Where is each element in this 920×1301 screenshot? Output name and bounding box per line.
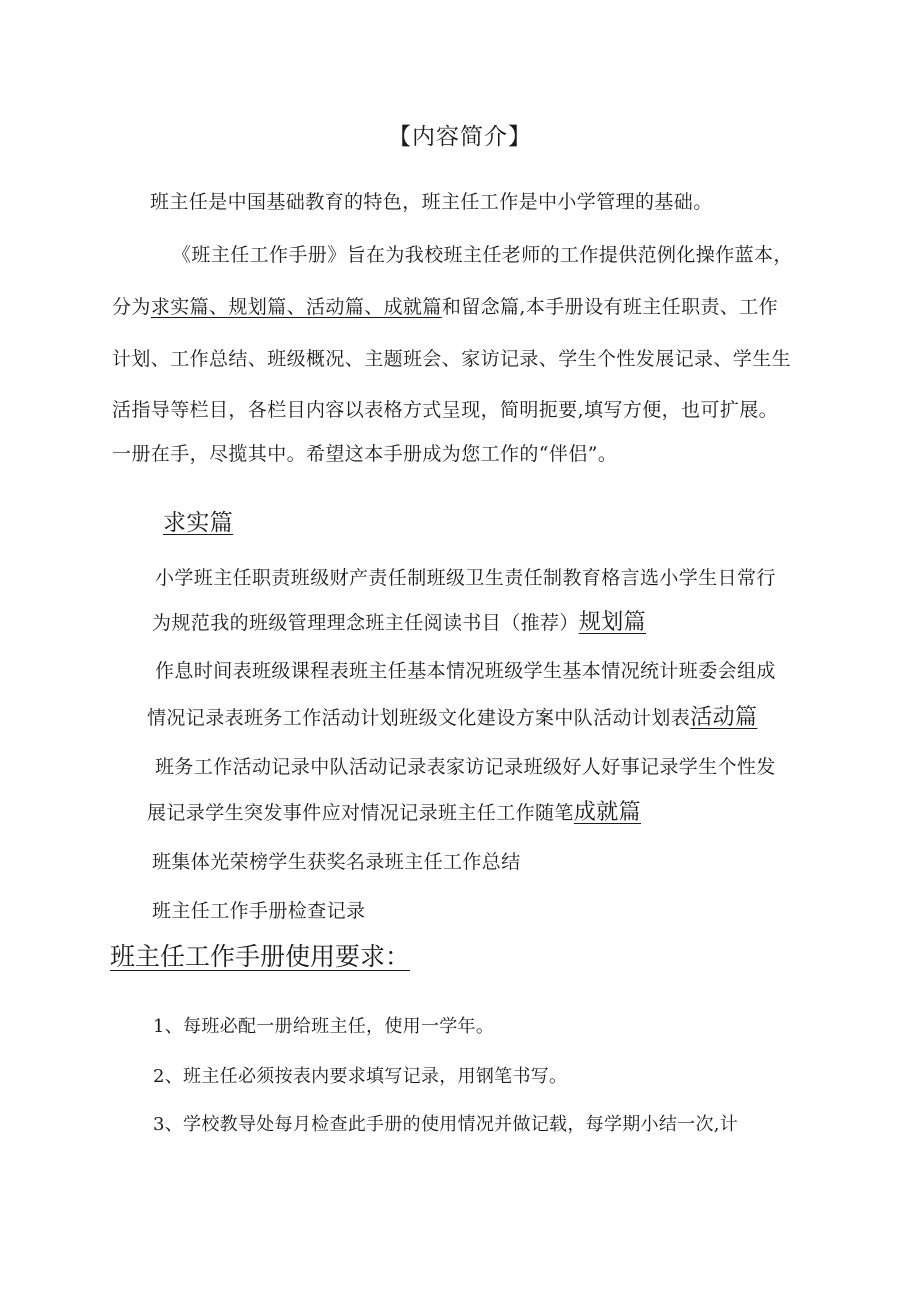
- huodong-contents-line-1: 班务工作活动记录中队活动记录表家访记录班级好人好事记录学生个性发: [155, 756, 776, 778]
- requirements-title: 班主任工作手册使用要求：: [110, 942, 411, 971]
- section-heading-chengjiu: 成就篇: [573, 800, 642, 825]
- intro-line-2-suffix: 和留念篇,本手册设有班主任职责、工作: [441, 296, 779, 318]
- qiushi-contents-line-2: [152, 610, 646, 636]
- requirement-item-2: 2、班主任必须按表内要求填写记录，用钢笔书写。: [153, 1066, 568, 1087]
- section-heading-huodong: 活动篇: [690, 705, 758, 730]
- qiushi-contents-line-1: 小学班主任职责班级财产责任制班级卫生责任制教育格言选小学生日常行: [155, 567, 776, 589]
- intro-paragraph-2-line-2: [112, 294, 778, 320]
- intro-line-2-prefix: 分为: [112, 296, 151, 318]
- page-title: 【内容简介】: [388, 124, 532, 150]
- chengjiu-contents-line-1: 班集体光荣榜学生获奖名录班主任工作总结: [152, 851, 521, 873]
- guihua-contents-line-1: 作息时间表班级课程表班主任基本情况班级学生基本情况统计班委会组成: [155, 660, 776, 682]
- huodong-contents-line-2: [147, 800, 641, 826]
- intro-paragraph-2-line-4: 活指导等栏目，各栏目内容以表格方式呈现，简明扼要,填写方便，也可扩展。: [112, 399, 779, 421]
- qiushi-contents-line-2-text: 为规范我的班级管理理念班主任阅读书目（推荐）: [152, 612, 579, 634]
- section-heading-guihua: 规划篇: [578, 610, 647, 635]
- requirement-item-1: 1、每班必配一册给班主任，使用一学年。: [153, 1016, 495, 1037]
- requirement-item-3: 3、学校教导处每月检查此手册的使用情况并做记载，每学期小结一次,计: [153, 1114, 739, 1135]
- intro-paragraph-1: 班主任是中国基础教育的特色，班主任工作是中小学管理的基础。: [150, 191, 713, 213]
- intro-section-names: 求实篇、规划篇、活动篇、成就篇: [150, 296, 442, 318]
- guihua-contents-line-2-text: 情况记录表班务工作活动计划班级文化建设方案中队活动计划表: [147, 707, 691, 729]
- intro-paragraph-2-line-3: 计划、工作总结、班级概况、主题班会、家访记录、学生个性发展记录、学生生: [112, 348, 792, 370]
- intro-paragraph-2-line-1: 《班主任工作手册》旨在为我校班主任老师的工作提供范例化操作蓝本，: [172, 244, 793, 266]
- intro-paragraph-2-line-5: 一册在手，尽揽其中。希望这本手册成为您工作的“伴侣”。: [112, 443, 618, 465]
- huodong-contents-line-2-text: 展记录学生突发事件应对情况记录班主任工作随笔: [147, 802, 574, 824]
- guihua-contents-line-2: [147, 705, 757, 731]
- chengjiu-contents-line-2: 班主任工作手册检查记录: [152, 900, 366, 922]
- section-heading-qiushi: 求实篇: [163, 510, 234, 536]
